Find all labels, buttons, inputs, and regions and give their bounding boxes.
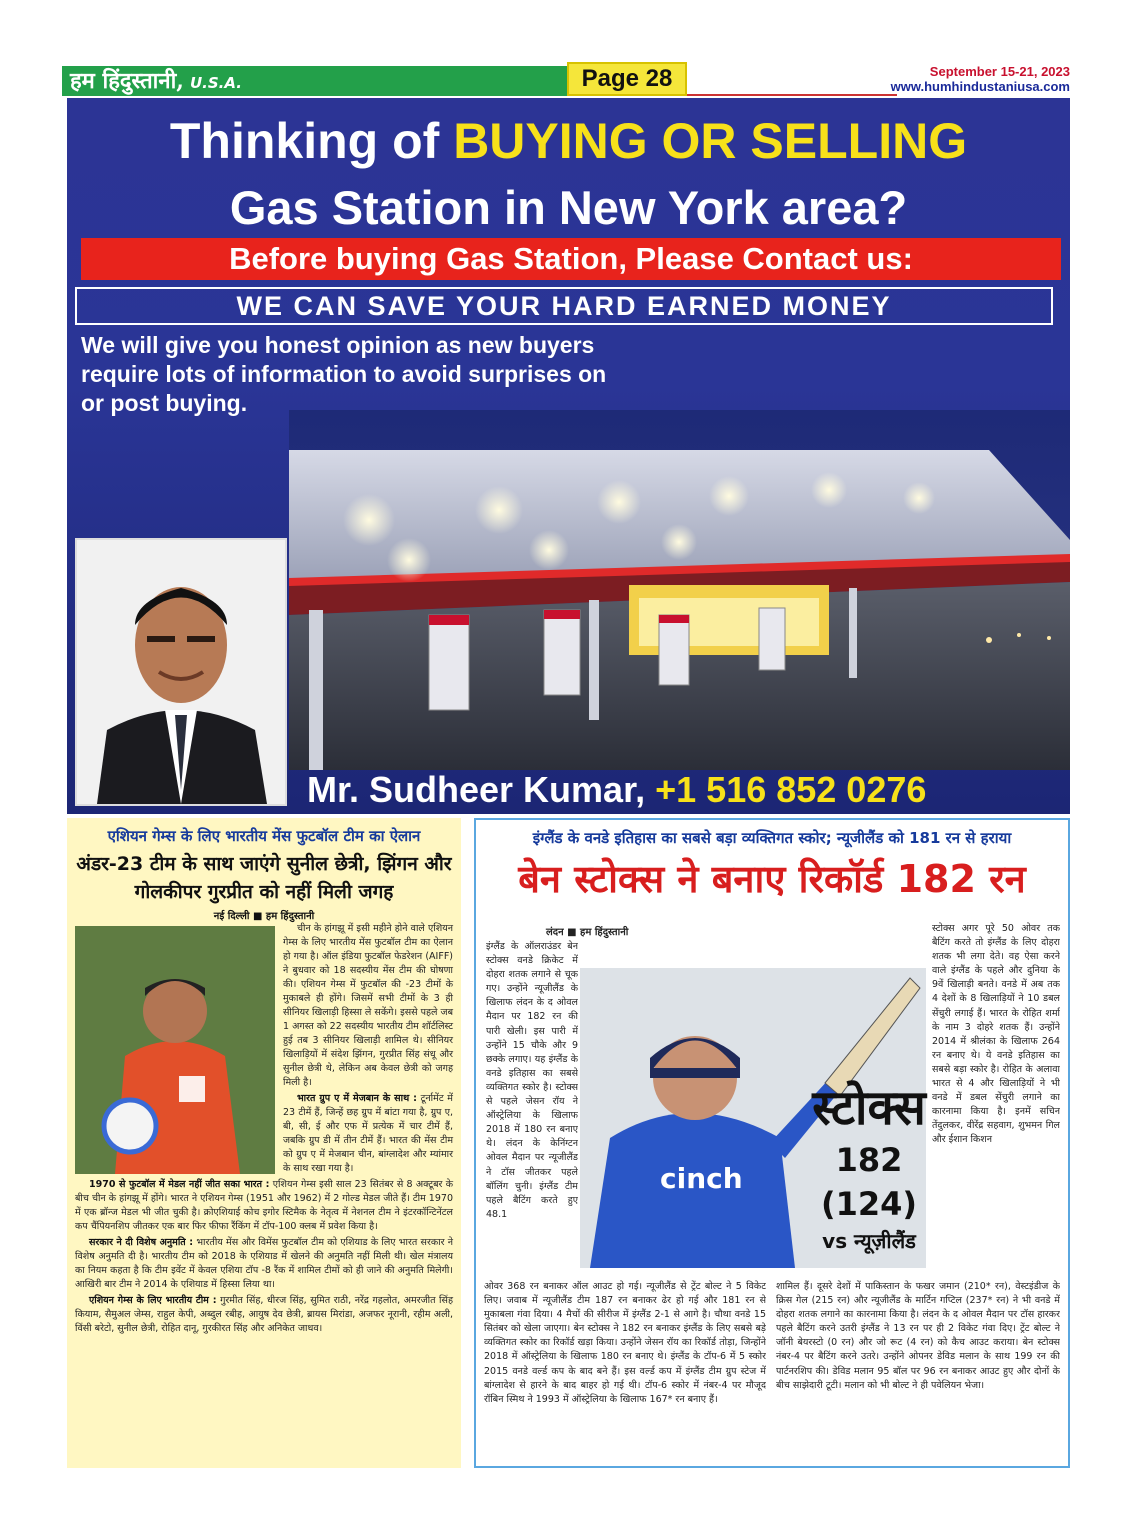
paragraph-lead: भारत ग्रुप ए में मेजबान के साथ :: [297, 1093, 417, 1104]
contact-portrait: [75, 538, 287, 806]
article-column-1: [486, 924, 776, 940]
article-bottom-right-text: शामिल हैं। दूसरे देशों में पाकिस्तान के फखर जमान (210* रन), वेस्टइंडीज के क्रिस गेल (215 रन) और न्यूजीलैंड के मार्टिन गप्टिल (237* रन) ने भी वनडे में दोहरा शतक लगाने का कारनामा किया है। लंदन के द ओवल मैदान पर टॉस हारकर पहले बैटिंग करने उतरी इंग्लैंड ने 13 रन पर ही 2 विकेट गंवा दिए। ट्रेंट बोल्ट ने जॉनी बेयरस्टो (0 रन) और जो रूट (4 रन) को कैच आउट कराया। बेन स्टोक्स नंबर-4 पर बैटिंग करने उतरे। उन्होंने ओपनर डेविड मलान के साथ 199 रन की पार्टनरशिप की। डेविड मलान 95 बॉल पर 96 रन बनाकर आउट हुए और दोनों के बीच साझेदारी टूटी। मलान को भी बोल्ट ने ही पवेलियन भेजा।: [776, 1281, 1060, 1391]
paragraph-lead: सरकार ने दी विशेष अनुमति :: [89, 1237, 194, 1248]
ad-headline-prefix: Thinking of: [169, 113, 440, 169]
article-column-2-text: स्टोक्स अगर पूरे 50 ओवर तक बैटिंग करते तो इंग्लैंड के लिए दोहरा शतक भी लगा देते। वह ऐसा करने वाले इंग्लैंड के पहले और दुनिया के 9वें खिलाड़ी बनते। वनडे में अब तक 4 देशों के 8 खिलाड़ियों ने 10 डबल सेंचुरी लगाई हैं। भारत के रोहित शर्मा के नाम 3 दोहरे शतक हैं। उन्होंने 2014 में श्रीलंका के खिलाफ 264 रन बनाए थे। ये वनडे इतिहास का सबसे बड़ा स्कोर है। रोहित के अलावा भारत से 4 और खिलाड़ियों ने भी वनडे में डबल सेंचुरी लगाने का कारनामा किया है। इनमें सचिन तेंदुलकर, वीरेंद्र सहवाग, शुभमन गिल और ईशान किशन: [932, 923, 1060, 1146]
score-card-score: 182 (124): [820, 1141, 918, 1223]
article-headline: बेन स्टोक्स ने बनाए रिकॉर्ड 182 रन: [518, 857, 1026, 901]
masthead-title-bar: [62, 66, 567, 96]
score-card: [794, 1078, 944, 1256]
ad-headline-line2: Gas Station in New York area?: [229, 181, 908, 234]
ad-headline-highlight: BUYING OR SELLING: [453, 113, 968, 169]
paragraph-lead: 1970 से फुटबॉल में मेडल नहीं जीत सका भारत :: [89, 1179, 270, 1190]
ad-contact-line: [307, 768, 1067, 812]
newspaper-title-suffix: U.S.A.: [189, 74, 242, 92]
ad-contact-banner: Before buying Gas Station, Please Contact us:: [81, 238, 1061, 280]
contact-phone[interactable]: +1 516 852 0276: [655, 769, 927, 810]
score-card-opponent: vs न्यूज़ीलैंड: [822, 1229, 916, 1253]
paragraph-lead: एशियन गेम्स के लिए भारतीय टीम :: [89, 1295, 217, 1306]
paragraph-text: गुरमीत सिंह, धीरज सिंह, सुमित राठी, नरेंद्र गहलोत, अमरजीत सिंह कियाम, सैमुअल जेम्स, राहुल केपी, अब्दुल रबीह, आयुष देव छेत्री, ब्रायस मिरांडा, अजफर नूरानी, रहीम अली, विंसी बरेटो, सुनील छेत्री, रोहित दानू, गुरकीरत सिंह और अनिकेत जाधव।: [75, 1295, 453, 1334]
article-paragraph: चीन के हांगझू में इसी महीने होने वाले एशियन गेम्स के लिए भारतीय मेंस फुटबॉल टीम का ऐलान हो गया है। ऑल इंडिया फुटबॉल फेडरेशन (AIFF) ने बुधवार को 18 सदस्यीय मेंस टीम की घोषणा की। एशियन गेम्स में फुटबॉल की -23 टीमों के मुकाबले ही होंगे। जिसमें सभी टीमों के 3 ही सीनियर खिलाड़ी हिस्सा ले सकेंगे। इससे पहले जब 1 अगस्त को 22 सदस्यीय भारतीय टीम शॉर्टलिस्ट हुई तब 3 सीनियर खिलाड़ी शामिल थे। सीनियर खिलाड़ियों में संदेश झिंगन, गुरप्रीत सिंह संधू और सुनील छेत्री थे, लेकिन अब केवल छेत्री को जगह मिली है।: [283, 923, 453, 1088]
article-paragraph: [75, 1294, 453, 1336]
portrait-illustration: [77, 540, 285, 804]
article-dateline: नई दिल्ली ■ हम हिंदुस्तानी: [213, 911, 315, 922]
article-column-1-text: इंग्लैंड के ऑलराउंडर बेन स्टोक्स वनडे क्रिकेट में दोहरा शतक लगाने से चूक गए। उन्होंने न्यूजीलैंड के खिलाफ लंदन के द ओवल मैदान पर 182 रन की पारी खेली। इस पारी में उन्होंने 15 चौके और 9 छक्के लगाए। यह इंग्लैंड के वनडे इतिहास का सबसे व्यक्तिगत स्कोर है। स्टोक्स से पहले जेसन रॉय ने ऑस्ट्रेलिया के खिलाफ 2018 में 180 रन बनाए थे। लंदन के केनिंग्टन ओवल मैदान पर न्यूजीलैंड ने टॉस जीतकर पहले बॉलिंग चुनी। इंग्लैंड टीम पहले बैटिंग करते हुए 48.1: [486, 941, 578, 1220]
jersey-sponsor: cinch: [660, 1162, 743, 1195]
article-kicker: इंग्लैंड के वनडे इतिहास का सबसे बड़ा व्यक्तिगत स्कोर; न्यूजीलैंड को 181 रन से हराया: [532, 829, 1012, 847]
masthead-divider: [687, 94, 897, 96]
paragraph-text: भारतीय मेंस और विमेंस फुटबॉल टीम को एशियाड के लिए भारत सरकार ने विशेष अनुमति दी है। भारतीय टीम को 2018 के एशियाड में खेलने की अनुमति नहीं मिली थी। खेल मंत्रालय का नियम कहता है कि टीम इवेंट में केवल एशिया टॉप -8 रैंक में शामिल टीमों को ही जाने की अनुमति मिलेगी। आखिरी बार टीम ने 2014 के एशियाड में हिस्सा लिया था।: [75, 1237, 454, 1290]
issue-date: September 15-21, 2023: [929, 64, 1070, 79]
issue-date-block: [891, 64, 1070, 94]
ad-headline-line1: [67, 112, 1070, 170]
ad-body-text: We will give you honest opinion as new buyers require lots of information to avoid surprises on or post buying.: [81, 332, 607, 416]
masthead: [62, 62, 1070, 98]
article-football: [67, 818, 461, 1468]
website-link[interactable]: www.humhindustaniusa.com: [890, 79, 1070, 94]
page-number: Page 28: [567, 62, 687, 96]
article-paragraph: [75, 1178, 453, 1234]
article-cricket: [474, 818, 1070, 1468]
paragraph-text: टूर्नामेंट में 23 टीमें हैं, जिन्हें छह ग्रुप में बांटा गया है, ग्रुप ए, बी, सी, ई और एफ में प्रत्येक में चार टीमें हैं, जबकि ग्रुप डी में तीन टीमें हैं। भारत की मेंस टीम को ग्रुप ए में मेजबान चीन, बांग्लादेश और म्यांमार के साथ रखा गया है।: [283, 1093, 453, 1174]
footballer-illustration: [75, 926, 275, 1174]
contact-name: Mr. Sudheer Kumar,: [307, 769, 646, 810]
gas-station-advertisement: [67, 98, 1070, 814]
article-body: [67, 922, 461, 1336]
article-paragraph: [75, 1236, 453, 1292]
chhetri-photo: [75, 926, 275, 1174]
gas-station-photo: [289, 410, 1070, 770]
article-headline: अंडर-23 टीम के साथ जाएंगे सुनील छेत्री, झिंगन और गोलकीपर गुरप्रीत को नहीं मिली जगह: [76, 853, 452, 903]
article-kicker: एशियन गेम्स के लिए भारतीय मेंस फुटबॉल टीम का ऐलान: [107, 827, 421, 845]
newspaper-title: हम हिंदुस्तानी,: [70, 68, 184, 94]
article-bottom-left-text: ओवर 368 रन बनाकर ऑल आउट हो गई। न्यूजीलैंड से ट्रेंट बोल्ट ने 5 विकेट लिए। जवाब में न्यूजीलैंड टीम 187 रन बनाकर ढेर हो गई और 181 रन से मुकाबला गंवा दिया। 4 मैचों की सीरीज में इंग्लैंड 2-1 से आगे है। चौथा वनडे 15 सितंबर को खेला जाएगा। बेन स्टोक्स ने 182 रन बनाकर इंग्लैंड के लिए सबसे बड़े व्यक्तिगत स्कोर का रिकॉर्ड खड़ा किया। उन्होंने जेसन रॉय का रिकॉर्ड तोड़ा, जिन्होंने 2018 में ऑस्ट्रेलिया के खिलाफ 180 रन बनाए थे। इंग्लैंड के टॉप-6 में 5 स्कोर 2015 वनडे वर्ल्ड कप के बाद बने हैं। इस वर्ल्ड कप में इंग्लैंड टीम ग्रुप स्टेज में बांग्लादेश से हारने के बाद बाहर हो गई थी। टॉप-6 स्कोर में नंबर-4 पर मौजूद रॉबिन स्मिथ ने 1993 में ऑस्ट्रेलिया के खिलाफ 167* रन बनाए हैं।: [484, 1281, 766, 1405]
article-dateline: लंदन ■ हम हिंदुस्तानी: [546, 927, 629, 938]
gas-station-illustration: [289, 410, 1070, 770]
score-card-player: स्टोक्स: [812, 1080, 926, 1136]
ad-save-banner: WE CAN SAVE YOUR HARD EARNED MONEY: [75, 287, 1053, 325]
paragraph-text: एशियन गेम्स इसी साल 23 सितंबर से 8 अक्टूबर के बीच चीन के हांगझू में होंगे। भारत ने एशियन गेम्स (1951 और 1962) में 2 गोल्ड मेडल जीते हैं। टीम 1970 में एक ब्रॉन्ज मेडल भी जीत चुकी है। क्रोएशियाई कोच इगोर स्टिमैक के नेतृत्व में नेशनल टीम ने इंटरकॉन्टिनेंटल कप चैंपियनशिप जीतकर एक बार फिर फीफा रैंकिंग में टॉप-100 क्लब में प्रवेश किया है।: [75, 1179, 454, 1232]
